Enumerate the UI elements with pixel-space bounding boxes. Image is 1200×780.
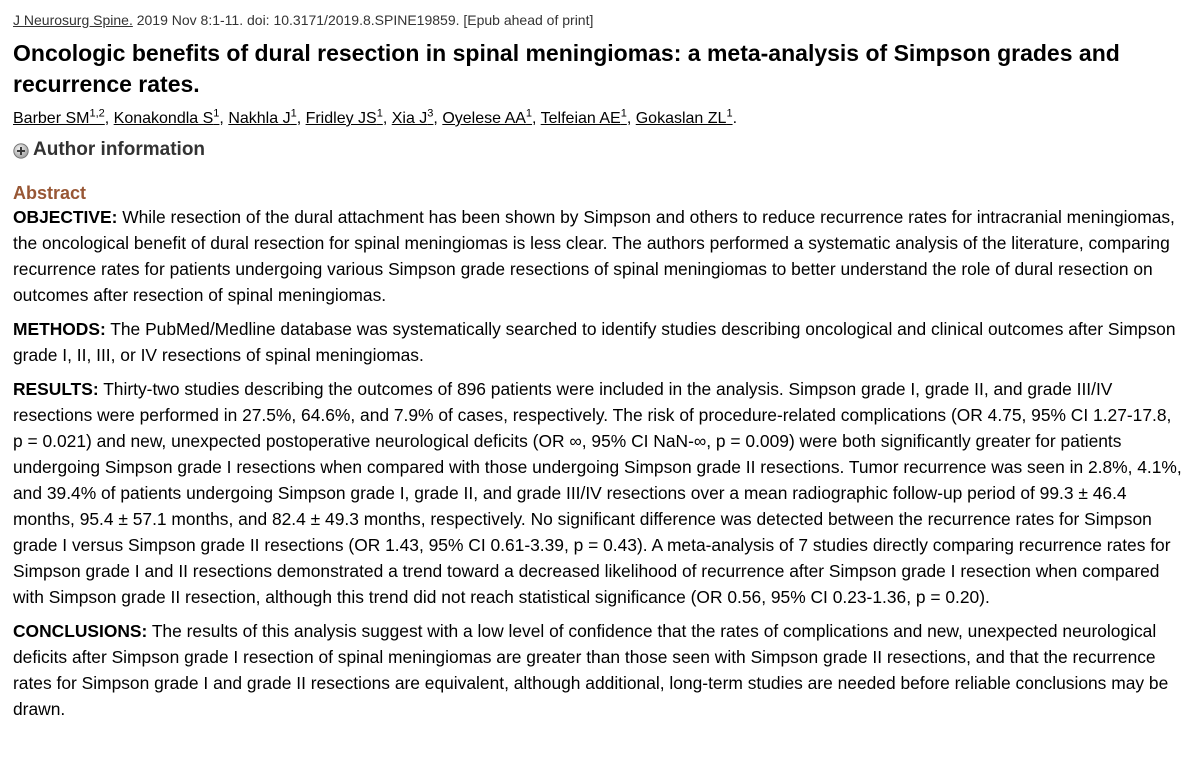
- author-link[interactable]: Xia $J^3$: [391, 107, 434, 127]
- author-information-toggle[interactable]: [13, 138, 1185, 162]
- abstract-heading: Abstract: [13, 183, 87, 203]
- citation-details: 2019 Nov 8:1-11. doi: 10.3171/2019.8.SPINE19859. [Epub ahead of print]: [136, 12, 594, 28]
- abstract-objective: [13, 204, 1185, 308]
- plus-circle-icon[interactable]: [13, 142, 29, 158]
- author-link[interactable]: Oyelese $AA^1$: [442, 107, 533, 127]
- section-text: While resection of the dural attachment has been shown by Simpson and others to reduce recurrence rates for intracranial meningiomas, the oncological benefit of dural resection for spinal meningiomas is less clear. The authors performed a systematic analysis of the literature, comparing recurrence rates for patients undergoing various Simpson grade resections of spinal meningiomas to better understand the role of dural resection on outcomes after resection of spinal meningiomas.: [13, 207, 1175, 305]
- author-link[interactable]: Fridley $JS^1$: [305, 107, 383, 127]
- section-text: The results of this analysis suggest with a low level of confidence that the rates of complications and new, unexpected neurological deficits after Simpson grade I resection of spinal meningiomas are greater than those seen with Simpson grade II resections, and that the recurrence rates for Simpson grade I and grade II resections are equivalent, although additional, long-term studies are needed before reliable conclusions may be drawn.: [13, 621, 1169, 719]
- section-label: OBJECTIVE:: [13, 207, 118, 227]
- abstract-methods: [13, 316, 1185, 368]
- abstract-conclusions: [13, 618, 1185, 722]
- article-title: Oncologic benefits of dural resection in spinal meningiomas: a meta-analysis of Simpson grades and recurrence rates.: [13, 40, 1120, 97]
- section-label: CONCLUSIONS:: [13, 621, 148, 641]
- author-information-label: Author information: [33, 139, 206, 160]
- journal-link[interactable]: J Neurosurg Spine.: [13, 12, 133, 28]
- section-label: RESULTS:: [13, 379, 99, 399]
- author-link[interactable]: Gokaslan $ZL^1$: [635, 107, 733, 127]
- citation-line: [13, 10, 1185, 30]
- author-link[interactable]: Barber SM$^{1,2}$: [13, 107, 105, 127]
- section-text: The PubMed/Medline database was systematically searched to identify studies describing oncological and clinical outcomes after Simpson grade I, II, III, or IV resections of spinal meningiomas.: [13, 319, 1176, 365]
- author-link[interactable]: Nakhla $J^1$: [228, 107, 297, 127]
- section-text: Thirty-two studies describing the outcomes of 896 patients were included in the analysis. Simpson grade I, grade II, and grade III/IV resections were performed in 27.5%, 64.6%, and 7.9% of cases, respectively. The risk of procedure-related complications (OR 4.75, 95% CI 1.27-17.8, p = 0.021) and new, unexpected postoperative neurological deficits (OR ∞, 95% CI NaN-∞, p = 0.009) were both significantly greater for patients undergoing Simpson grade I resections when compared with those undergoing Simpson grade II resections. Tumor recurrence was seen in 2.8%, 4.1%, and 39.4% of patients undergoing Simpson grade I, grade II, and grade III/IV resections over a mean radiographic follow-up period of 99.3 ± 46.4 months, 95.4 ± 57.1 months, and 82.4 ± 49.3 months, respectively. No significant difference was detected between the recurrence rates for Simpson grade I versus Simpson grade II resections (OR 1.43, 95% CI 0.61-3.39, p = 0.43). A meta-analysis of 7 studies directly comparing recurrence rates for Simpson grade I and II resections demonstrated a trend toward a decreased likelihood of recurrence after Simpson grade I resection when compared with Simpson grade II resection, although this trend did not reach statistical significance (OR 0.56, 95% CI 0.23-1.36, p = 0.20).: [13, 379, 1182, 607]
- abstract-results: [13, 376, 1185, 610]
- author-link[interactable]: Konakondla $S^1$: [113, 107, 220, 127]
- author-link[interactable]: Telfeian $AE^1$: [540, 107, 627, 127]
- author-list: Barber SM$^{1,2}$, Konakondla $S^1$, Nakhla $J^1$, Fridley $JS^1$, Xia $J^3$, Oyelese $AA^1$, Telfeian $AE^1$, Gokaslan $ZL^1$.: [13, 107, 738, 127]
- section-label: METHODS:: [13, 319, 106, 339]
